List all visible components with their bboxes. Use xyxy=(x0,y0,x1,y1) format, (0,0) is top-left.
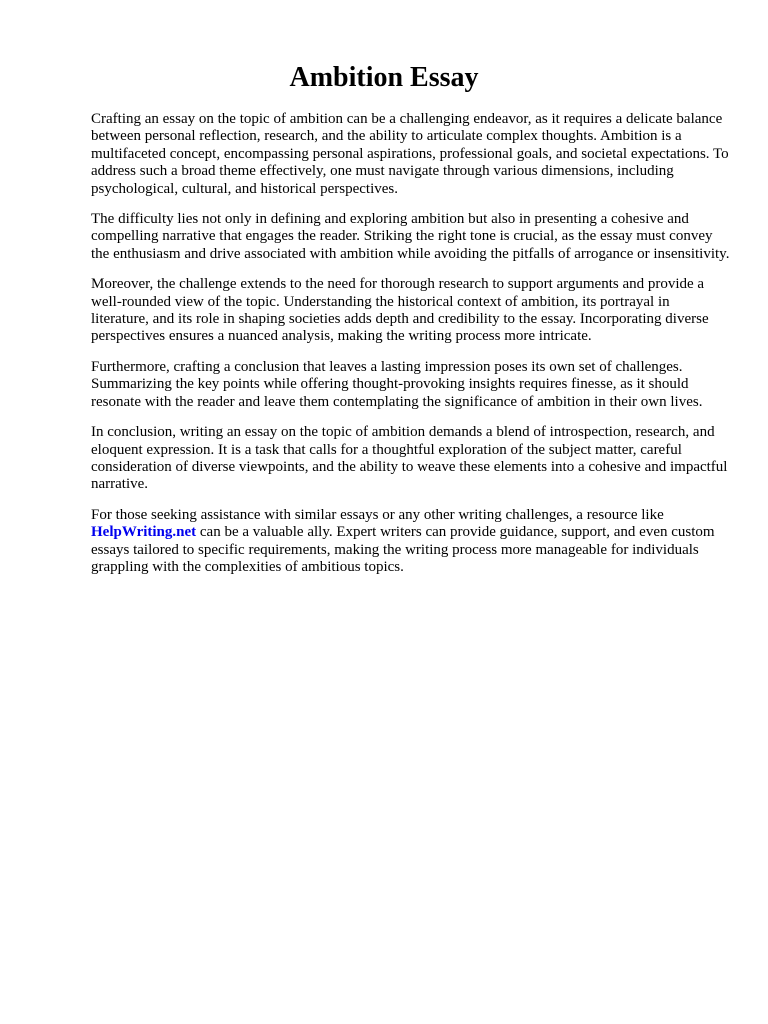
paragraph-5: In conclusion, writing an essay on the topic of ambition demands a blend of introspection, research, and eloquent expression. It is a task that calls for a thoughtful exploration of the subject matter, careful consideration of diverse viewpoints, and the ability to weave these elements into a cohesive and impactful narrative. xyxy=(91,424,728,493)
paragraph-6 xyxy=(91,507,731,577)
paragraph-4: Furthermore, crafting a conclusion that leaves a lasting impression poses its own set of challenges. Summarizing the key points while offering thought-provoking insights requires finesse, as it should resonate with the reader and leave them contemplating the significance of ambition in their own lives. xyxy=(91,358,703,410)
paragraph-1: Crafting an essay on the topic of ambition can be a challenging endeavor, as it requires a delicate balance between personal reflection, research, and the ability to articulate complex thoughts. Ambition is a multifaceted concept, encompassing personal aspirations, professional goals, and societal expectations. To address such a broad theme effectively, one must navigate through various dimensions, including psychological, cultural, and historical perspectives. xyxy=(91,111,729,197)
helpwriting-link[interactable]: HelpWriting.net xyxy=(91,524,197,541)
page-title: Ambition Essay xyxy=(289,62,479,93)
paragraph-2: The difficulty lies not only in defining and exploring ambition but also in presenting a cohesive and compelling narrative that engages the reader. Striking the right tone is crucial, as the essay must convey the enthusiasm and drive associated with ambition while avoiding the pitfalls of arrogance or insensitivity. xyxy=(91,211,730,262)
paragraph-3: Moreover, the challenge extends to the need for thorough research to support arguments and provide a well-rounded view of the topic. Understanding the historical context of ambition, its portrayal in literature, and its role in shaping societies adds depth and credibility to the essay. Incorporating diverse perspectives ensures a nuanced analysis, making the writing process more intricate. xyxy=(91,276,709,345)
paragraph-6-after-link: can be a valuable ally. Expert writers can provide guidance, support, and even custom essays tailored to specific requirements, making the writing process more manageable for individuals grappling with the complexities of ambitious topics. xyxy=(91,524,715,575)
paragraph-6-before-link: For those seeking assistance with similar essays or any other writing challenges, a resource like xyxy=(91,506,664,523)
essay-body xyxy=(91,111,731,589)
